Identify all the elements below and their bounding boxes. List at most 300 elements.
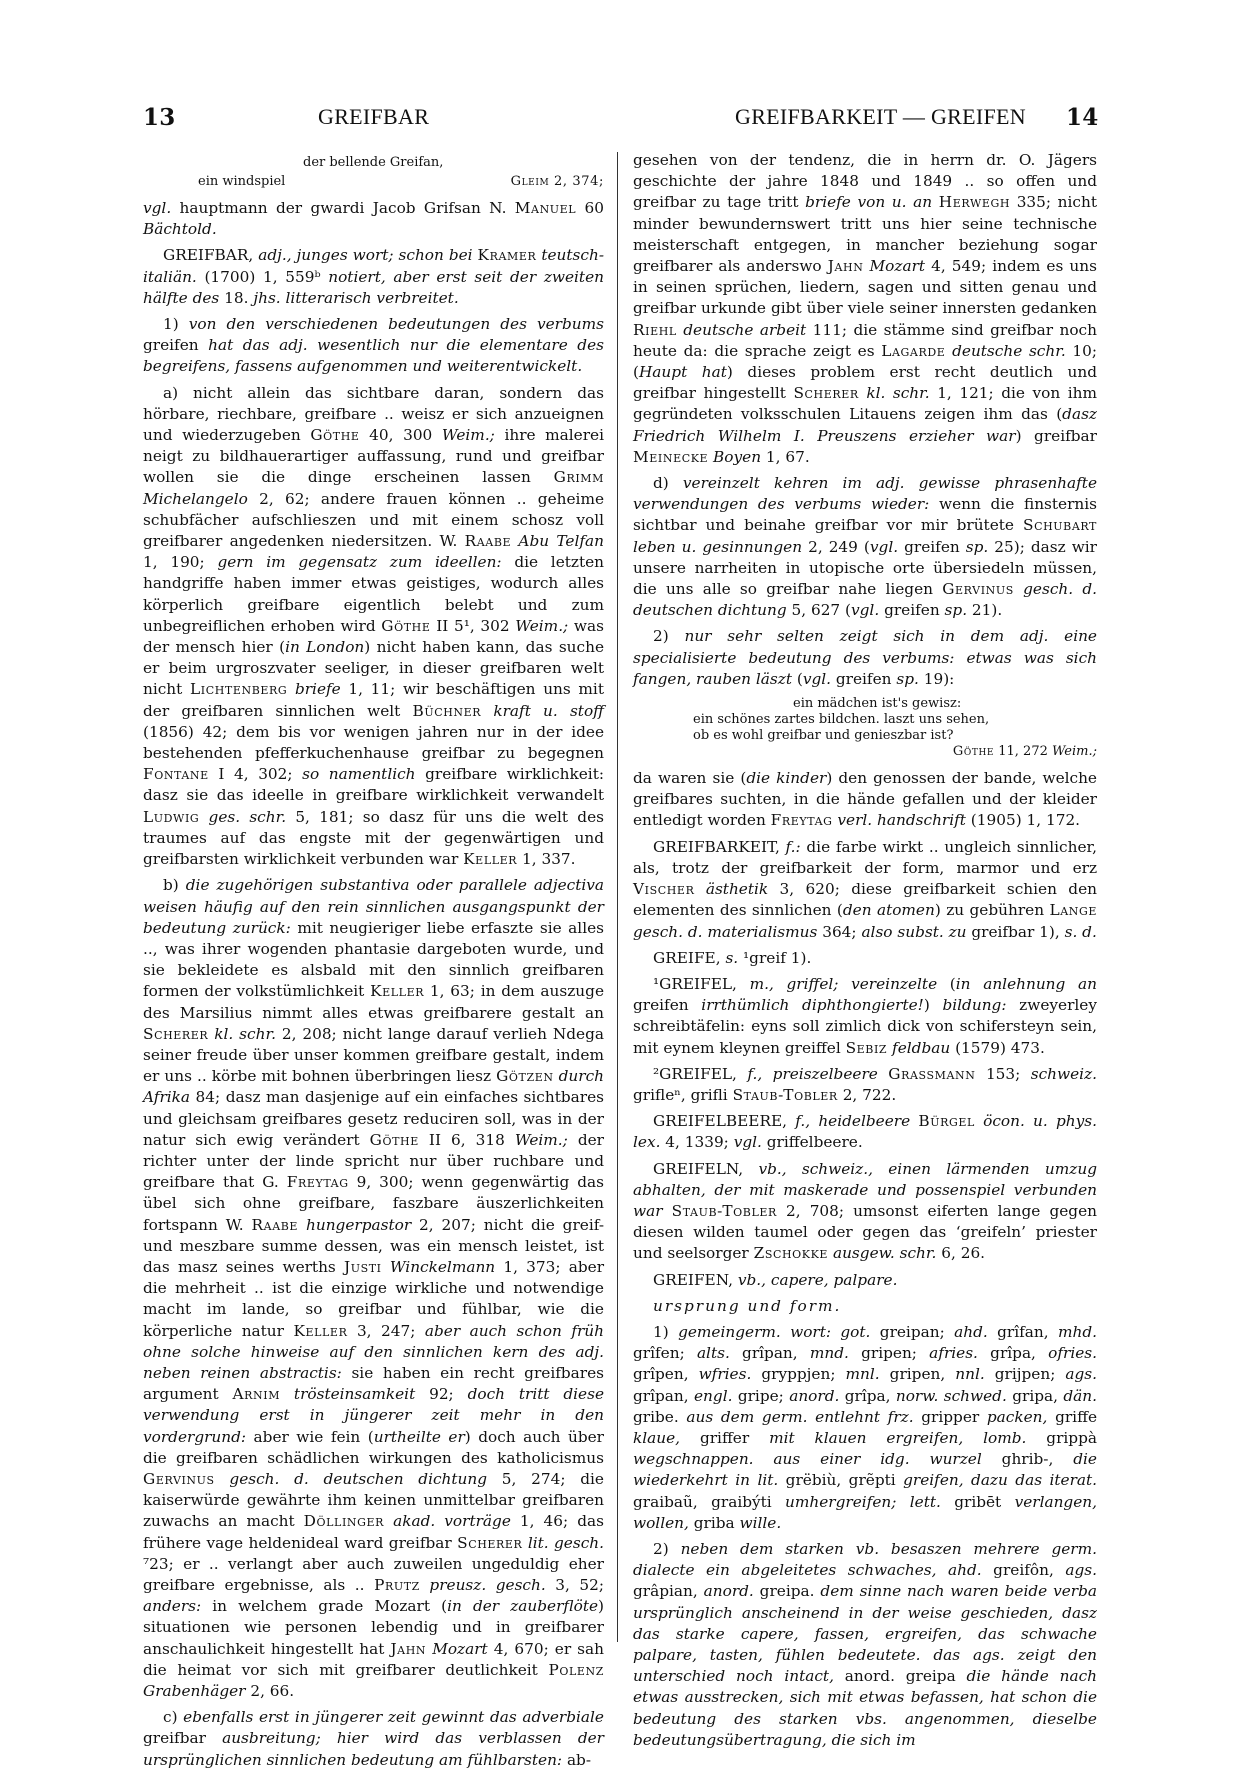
text-segment: greifen [633,996,702,1015]
text-segment [382,1258,390,1276]
verse-citation [633,744,1097,760]
text-segment: ahd. [954,1322,988,1341]
citation-segment: Weim.; [1052,744,1097,760]
verse-line: ein schönes zartes bildchen. laszt uns sehen, [693,712,990,728]
text-segment: (1579) 473. [950,1038,1045,1057]
dictionary-paragraph [633,768,1097,832]
text-segment: 111; die stämme sind greifbar noch heute da: die sprache zeigt es [633,320,1097,360]
text-segment: leben u. gesinnungen [633,537,803,556]
text-segment: graibaũ, graibýti [633,1492,786,1511]
text-segment: nur sehr selten zeigt sich in dem adj. eine specialisierte bedeutung des verbums: etwas was sich fangen, rauben läszt [633,627,1097,688]
text-segment: 5, 274; die kaiserwürde gewährte ihm keinen unmittelbar greifbaren zuwachs an macht [143,1469,604,1531]
text-segment: greipa. [753,1582,821,1601]
dictionary-paragraph [633,1111,1097,1153]
text-segment: sp. [965,537,989,556]
text-segment: grîpa, [977,1344,1049,1363]
text-segment: Gervinus [143,1469,215,1488]
text-segment: briefe [294,680,341,699]
text-segment: Fontane [143,765,209,784]
text-segment: Winckelmann [389,1257,496,1276]
text-segment: 2, 66. [245,1682,295,1701]
text-segment: sp. [944,601,968,620]
text-segment: Scherer [143,1024,209,1043]
dictionary-paragraph [633,473,1097,621]
text-segment: neben dem starken vb. besaszen mehrere germ. dialecte ein abgeleitetes schwaches, ahd. [633,1539,1097,1580]
text-segment: 5, 627 ( [786,601,851,620]
text-segment: Bächtold. [143,220,217,239]
text-segment: griba [688,1513,740,1532]
text-segment: den atomen [842,901,935,920]
text-segment: Prutz [374,1576,420,1594]
text-segment: feldbau [892,1038,951,1057]
text-segment: norw. schwed. [895,1386,1007,1405]
text-segment: der richter unter der linde spricht nur über ruchbare und greifbare that G. [143,1130,604,1192]
text-segment: 6, 26. [936,1244,986,1263]
text-segment [694,880,705,898]
text-segment: Jahn [390,1639,427,1658]
text-segment: I 4, 302; [208,765,303,784]
text-segment [215,1470,230,1488]
text-segment: dem sinne nach waren beide verba ursprünglich anscheinend in der weise geschieden, dasz das starke capere, fassen, ergreifen, das schwache palpare, tasten, fühlen bedeutete. das ags. zeigt den unterschied noch intact, [633,1582,1098,1686]
text-segment: grijpen; [984,1365,1066,1384]
text-segment: gribe. [633,1407,687,1426]
dictionary-paragraph [633,150,1097,468]
text-segment: urtheilte er [373,1427,465,1446]
text-segment: c) [163,1708,184,1727]
text-segment: Bürgel [918,1112,975,1131]
dictionary-paragraph [143,1707,604,1771]
text-segment: 1, 11; wir beschäftigen uns mit der greifbaren sinnlichen welt [143,680,604,720]
text-segment: grâpian, [633,1582,704,1601]
quote-line: ein windspiel [198,174,286,189]
text-segment: da waren sie ( [633,769,747,788]
text-segment: hat das adj. wesentlich nur die elementare des begreifens, fassens aufgenommen und weiterentwickelt. [143,336,604,376]
text-segment: durch Afrika [143,1067,604,1107]
text-segment: greifen [831,669,897,688]
text-segment: Boyen [713,447,762,466]
text-segment: Polenz [548,1660,604,1679]
text-segment: Weim.; [514,1130,568,1149]
text-segment: Göthe [310,426,360,445]
text-segment: 4, 670; er sah die heimat vor sich mit greifbarer deutlichkeit [143,1639,604,1679]
verse-line: ein mädchen ist's gewisz: [793,696,962,712]
text-segment: akad. vorträge [393,1512,511,1531]
text-segment: Justi [344,1257,382,1276]
text-segment: anord. [703,1582,754,1601]
text-segment: Lichtenberg [189,680,288,699]
verse-quote [633,696,1097,760]
text-segment: ) nicht haben kann, das suche er beim urgroszvater seeliger, in dieser greifbaren welt nicht [143,638,604,699]
text-segment: 1) [163,315,189,334]
text-segment: griffelbeere. [761,1133,863,1152]
text-segment: Mozart [432,1639,488,1658]
text-segment: Büchner [412,701,482,720]
text-segment: 2, 249 ( [802,537,870,556]
text-segment: Schubart [1022,516,1097,535]
text-segment: gemeingerm. wort: got. [678,1322,871,1341]
text-segment: 5, 181; so dasz für uns die welt des traumes auf das engste mit der gegenwärtigen und greifbarsten wirklichkeit verbunden war [143,807,604,869]
text-segment: 25); dasz wir unsere narrheiten in utopische orte übersiedeln müssen, die uns alle so greifbar nahe liegen [633,537,1097,599]
text-segment: vb., schweiz., einen lärmenden umzug abhalten, der mit maskerade und possenspiel verbunden war [633,1159,1097,1220]
text-segment: d) [653,474,683,493]
text-segment: vgl. [802,669,832,688]
text-segment: gesch. d. deutschen dichtung [229,1469,488,1488]
text-segment: grîpan, [729,1344,810,1363]
text-segment: afries. [929,1344,978,1363]
citation-segment: Göthe [952,744,995,760]
text-segment: greifbar [143,1729,223,1748]
text-segment: II 5¹, 302 [430,616,516,635]
text-segment: Arnim [232,1385,281,1404]
text-segment: ihre malerei neigt zu bildhauerartiger auffassung, rund und greifbar wollen sie die dinge erscheinen lassen [143,426,604,487]
text-segment: 153; [975,1064,1031,1083]
text-segment: vgl. [143,199,172,217]
text-segment: teutsch-italiän. [143,246,604,286]
text-segment: mnd. [809,1344,849,1363]
text-segment: deutsche arbeit [683,320,807,339]
text-segment: Staub-Tobler [732,1085,838,1104]
text-segment: grippà [1026,1428,1097,1447]
text-segment: grîfan, [987,1322,1058,1341]
text-segment: gryppjen; [751,1365,846,1384]
text-segment: hauptmann der gwardi Jacob Grifsan N. [171,199,515,217]
text-segment: ) dieses problem erst recht deutlich und greifbar hingestellt [633,363,1098,403]
text-segment: 18. [219,288,254,307]
text-segment: anord. greipa [833,1667,967,1686]
text-segment: Abu Telfan [518,532,604,551]
text-segment: Jahn [827,257,864,276]
text-segment: f., preiszelbeere [747,1064,878,1083]
text-segment: die wiederkehrt in lit. [633,1450,1097,1490]
text-segment: adj., junges wort; schon bei [258,246,478,265]
text-segment: 40, 300 [359,426,442,445]
text-segment: kraft u. stoff [493,701,604,720]
text-segment: Lange [1049,901,1098,920]
text-segment: von den verschiedenen bedeutungen des verbums [188,315,604,334]
text-segment: aus dem germ. entlehnt frz. [686,1407,914,1426]
text-segment: 60 [576,199,604,217]
text-segment: Haupt hat [638,363,727,382]
quote-citation: Gleim 2, 374; [510,174,604,189]
text-segment: in welchem grade Mozart ( [201,1597,448,1616]
text-segment: Keller [370,982,425,1001]
text-segment: vgl. [869,537,899,556]
text-segment: in London [285,638,365,657]
text-segment: Ludwig [143,807,200,826]
text-segment: sp. [896,669,919,688]
text-segment: ofries. [1048,1344,1097,1363]
text-segment: die farbe wirkt .. ungleich sinnlicher, als, trotz der greifbarkeit der form, marmor und erz [633,837,1097,877]
text-segment: Grimm [553,468,604,487]
text-segment: greifbar 1), [966,922,1065,941]
text-segment: nnl. [955,1365,985,1384]
column-divider [617,152,618,1642]
text-segment: greifbare wirklichkeit: dasz sie das ideelle in greifbare wirklichkeit verwandelt [143,765,605,805]
text-segment: ¹GREIFEL, [653,974,750,993]
text-segment: 92; [415,1385,468,1404]
text-segment: GREIFE, [653,948,726,967]
text-segment: 1, 67. [761,447,810,466]
text-segment: 9, 300; wenn gegenwärtig das übel sich ohne greifbare, faszbare äuszerlichkeiten fortspann W. [143,1173,604,1234]
dictionary-paragraph [633,1296,1097,1317]
text-segment: Freytag [286,1173,349,1192]
text-segment: 2, 722. [837,1085,897,1104]
verse-quote [143,150,604,196]
text-segment: greifôn, [981,1561,1066,1580]
text-segment: GREIFELBEERE, [653,1112,796,1131]
text-segment: ( [937,974,956,993]
text-segment: kl. schr. [866,384,930,403]
text-segment: b) [163,876,186,895]
text-segment: gripper [913,1407,987,1426]
text-segment: greifen [898,537,966,556]
text-segment: wfries. [698,1365,752,1384]
text-segment: umhergreifen; lett. [785,1492,941,1511]
text-segment: GREIFBAR, [163,246,259,265]
text-segment: s. [725,948,739,967]
dictionary-paragraph [143,314,604,378]
text-segment: wille. [739,1513,782,1532]
text-segment: aber wie fein ( [246,1427,374,1446]
text-segment: Lagarde [881,341,946,360]
text-segment: ästhetik [705,880,769,899]
text-segment: Staub-Tobler [671,1201,777,1220]
text-segment: vereinzelt kehren im adj. gewisse phrasenhafte verwendungen des verbums wieder: [633,474,1097,514]
text-segment: 1, 337. [517,850,576,869]
text-segment [287,680,295,698]
text-segment: 2) [653,1539,681,1558]
text-segment: ags. [1065,1365,1098,1384]
text-segment: verl. handschrift [837,811,966,830]
text-segment: wegschnappen. aus einer idg. wurzel [633,1450,982,1469]
text-segment: irrthümlich diphthongierte! [701,996,924,1015]
text-segment: preusz. gesch. [429,1576,546,1594]
text-segment: 1, 63; in dem auszuge des Marsilius nimmt alles etwas greifbarere gestalt an [143,982,604,1022]
text-segment [280,1385,294,1403]
dictionary-paragraph [633,1270,1097,1291]
text-segment: Meinecke [633,447,709,466]
text-segment: (1700) 1, 559ᵇ [196,267,329,286]
text-segment: öcon. u. phys. lex. [633,1112,1097,1152]
text-segment: aber auch schon früh ohne solche hinweise auf den sinnlichen kern des adj. neben reinen abstractis: [143,1321,604,1382]
text-segment: griffer [680,1428,770,1447]
text-segment: ) situationen wie personen lebendig und in greifbarer anschaulichkeit hingestellt hat [143,1597,604,1658]
text-segment: ghrib-, [981,1450,1074,1469]
text-segment: ausgew. schr. [832,1244,937,1263]
text-segment [878,1065,888,1083]
text-segment: vgl. [851,601,880,620]
text-segment: Sebiz [845,1038,888,1057]
text-segment: 1, 121; die von ihm gegründeten volksschulen Litauens zeigen ihm das ( [633,384,1097,424]
text-segment: Zschokke [753,1244,829,1263]
text-segment: 1, 190; [143,553,218,572]
text-segment: kl. schr. [214,1024,276,1043]
text-segment: gern im gegensatz zum ideellen: [217,553,502,572]
text-segment [384,1512,393,1530]
text-segment: ( [791,669,803,688]
text-segment [199,808,208,826]
text-segment: wenn die finsternis sichtbar und beinahe greifbar vor mir brütete [633,495,1097,535]
text-segment: engl. [694,1386,733,1405]
dictionary-paragraph [633,626,1097,690]
text-segment: Scherer [793,384,859,403]
text-segment: grîpan, [633,1386,694,1405]
text-segment: greifen [879,601,945,620]
text-segment: ⁷23; er .. verlangt aber auch zuweilen ungeduldig eher greifbare ergebnisse, als .. [143,1554,604,1594]
text-segment: trösteinsamkeit [293,1385,416,1404]
left-column [143,150,604,1776]
text-segment: Kramer [477,246,537,265]
text-segment: vgl. [733,1133,762,1152]
text-segment [1014,580,1023,598]
dictionary-paragraph [633,1064,1097,1106]
text-segment: Manuel [514,199,577,217]
text-segment: 4, 549; indem es uns in seinen sprüchen, liedern, sagen und sitten genau und greifbar urkunde gibt über viele seiner innersten gedanken [633,257,1097,318]
text-segment: ags. [1065,1561,1097,1580]
dictionary-paragraph [143,875,604,1702]
text-segment [420,1576,430,1594]
text-segment: alts. [696,1344,730,1363]
text-segment: 21). [967,601,1003,620]
text-segment: 84; dasz man dasjenige auf ein einfaches sichtbares und gleichsam greifbares gesetz reduciren soll, was in der natur sich ewig verändert [143,1088,604,1149]
left-running-head: GREIFBAR [318,104,430,129]
text-segment: gribēt [940,1492,1015,1511]
text-segment: briefe von u. an [805,193,933,212]
text-segment: gesch. d. deutschen dichtung [633,580,1097,620]
text-segment: mit klauen ergreifen, lomb. [769,1428,1027,1447]
text-segment: 2, 207; nicht die greif- und meszbare summe dessen, was ein mensch leistet, ist das masz seines werths [143,1215,605,1276]
text-segment: also subst. zu [861,922,967,941]
text-segment: (1856) 42; dem bis vor wenigen jahren nur in der idee bestehenden pfefferkuchenhause greifbar zu begegnen [143,722,604,763]
text-segment: lit. gesch. [527,1533,604,1552]
text-segment: Göthe [381,616,431,635]
text-segment: 4, 1339; [660,1133,734,1152]
text-segment: gripen; [848,1344,930,1363]
text-segment: Vischer [633,880,695,899]
text-segment: in der zauberflöte [447,1597,599,1616]
text-segment: 2, 62; andere frauen können .. geheime schubfächer aufschlieszen und mit einem schosz voll greifbarer angedenken niedersitzen. W. [143,489,604,551]
text-segment: Freytag [770,811,833,830]
text-segment: so namentlich [302,765,416,784]
text-segment: notiert, aber erst seit der zweiten hälfte des [143,267,604,307]
text-segment: Michelangelo [143,489,248,508]
text-segment [663,1202,672,1220]
text-segment: die zugehörigen substantiva oder parallele adjectiva weisen häufig auf den rein sinnlichen ausgangspunkt der bedeutung zurück: [143,876,605,937]
text-segment: verlangen, wollen, [633,1492,1097,1532]
text-segment: 1, 373; aber die mehrheit .. ist die einzige wirkliche und notwendige macht im lande, so greifbar und fühlbar, wie die körperliche natur [143,1257,605,1340]
text-segment [975,1112,983,1130]
text-segment: gripa, [1006,1386,1064,1405]
text-segment: ) [923,996,943,1015]
text-segment: 19): [918,669,955,688]
text-segment: Göthe [369,1130,419,1149]
text-segment: anord. [789,1386,840,1405]
dictionary-paragraph [633,1539,1097,1751]
text-segment: m., griffel; vereinzelte [749,974,938,993]
text-segment: dän. [1063,1386,1097,1405]
text-segment: 10; ( [633,341,1098,382]
text-segment: 364; [817,922,862,941]
text-segment: (1905) 1, 172. [965,811,1081,830]
quote-line: der bellende Greifan, [303,155,444,170]
text-segment: bildung: [942,996,1007,1015]
text-segment: Grabenhäger [143,1682,246,1701]
text-segment: Weim.; [515,616,569,635]
text-segment: 335; nicht minder bewundernswert tritt uns hier seine technische meisterschaft entgegen, in mancher beziehung sogar greifbarer als anderswo [633,193,1097,276]
text-segment: Mozart [869,257,926,276]
text-segment: Grassmann [888,1064,976,1083]
text-segment: die letzten handgriffe haben immer etwas geistiges, wodurch alles körperlich greifbare eigentlich belebt und zum unbegreiflichen erhoben wird [143,553,605,635]
text-segment: ausbreitung; hier wird das verblassen der ursprünglichen sinnlichen bedeutung am fühlbarsten: [143,1729,604,1769]
text-segment: grifleⁿ, grifli [633,1085,733,1104]
dictionary-paragraph [633,1322,1097,1534]
right-page-number: 14 [1066,104,1099,131]
right-column [633,150,1097,1756]
text-segment: grîfen; [633,1344,697,1363]
text-segment: anders: [143,1597,202,1616]
text-segment: Gervinus [942,580,1014,599]
text-segment: 2, 708; umsonst eiferten lange gegen diesen wilden taumel oder gegen das ‘greifeln’ priester und seelsorger [633,1201,1097,1263]
text-segment: dasz Friedrich Wilhelm I. Preuszens erzieher war [633,405,1097,445]
text-segment: mit neugieriger liebe erfaszte sie alles .., was ihrer wogenden phantasie dargeboten wurde, und sie bekleidete es alsbald mit den sinnlich greifbaren formen der volkstümlichkeit [143,918,604,1001]
text-segment: sie haben ein recht greifbares argument [143,1363,604,1404]
text-segment: doch tritt diese verwendung erst in jüngerer zeit mehr in den vordergrund: [143,1385,604,1446]
text-segment: schweiz. [1030,1064,1097,1083]
text-segment: ab- [562,1750,592,1769]
dictionary-paragraph [633,1159,1097,1265]
text-segment: zweyerley schreibtäfelin: eyns soll zimlich dick von schifersteyn sein, mit eynem kleynen greiffel [633,996,1097,1057]
text-segment: 3, 52; [545,1576,604,1594]
text-segment: 2, 208; nicht lange darauf verlieh Ndega seiner freude über unser kommen greifbare gestalt, indem er uns .. körbe mit bohnen überbringen liesz [143,1024,604,1086]
text-segment: ebenfalls erst in jüngerer zeit gewinnt das adverbiale [183,1708,604,1727]
text-segment: Scherer [457,1533,523,1552]
right-running-head: GREIFBARKEIT — GREIFEN [735,104,1026,129]
text-segment: vb., capere, palpare. [737,1270,898,1289]
text-segment: f.: [785,837,801,856]
text-segment: ²GREIFEL, [653,1064,748,1083]
text-segment: Weim.; [441,426,495,445]
dictionary-paragraph [633,837,1097,943]
dictionary-paragraph [143,383,604,871]
text-segment: grëbiù, grẽpti [778,1471,904,1490]
text-segment: ursprung und form. [653,1296,842,1315]
text-segment: grîpa, [839,1386,896,1405]
text-segment [932,193,939,211]
text-segment: 3, 247; [347,1321,425,1340]
text-segment [481,702,493,720]
text-segment: f., heidelbeere [795,1112,911,1131]
text-segment: GREIFEN, [653,1270,738,1289]
dictionary-paragraph [633,948,1097,969]
text-segment: jhs. litterarisch verbreitet. [253,288,459,307]
text-segment: greipan; [870,1322,955,1341]
text-segment: II 6, 318 [418,1130,515,1149]
text-segment: mnl. [845,1365,880,1384]
text-segment: ) doch auch über die greifbaren schädlichen wirkungen des katholicismus [143,1427,604,1467]
text-segment: Riehl [633,320,677,339]
text-segment: Keller [463,850,518,869]
text-segment: gripen, [879,1365,956,1384]
text-segment: 1, 46; das frühere vage heldenideal ward greifbar [143,1512,604,1552]
text-segment: GREIFBARKEIT, [653,837,786,856]
text-segment: ) den genossen der bande, welche greifbares suchten, in die hände gefallen und der kleider entledigt worden [633,769,1097,830]
text-segment: ges. schr. [208,807,287,826]
text-segment: a) nicht allein das sichtbare daran, sondern das hörbare, riechbare, greifbare .. weisz er sich anzueignen und wiederzugeben [143,383,604,445]
text-segment: Raabe [251,1215,299,1234]
text-segment: deutsche schr. [952,341,1066,360]
citation-segment: 11, 272 [994,744,1052,760]
text-segment: Döllinger [303,1512,385,1531]
